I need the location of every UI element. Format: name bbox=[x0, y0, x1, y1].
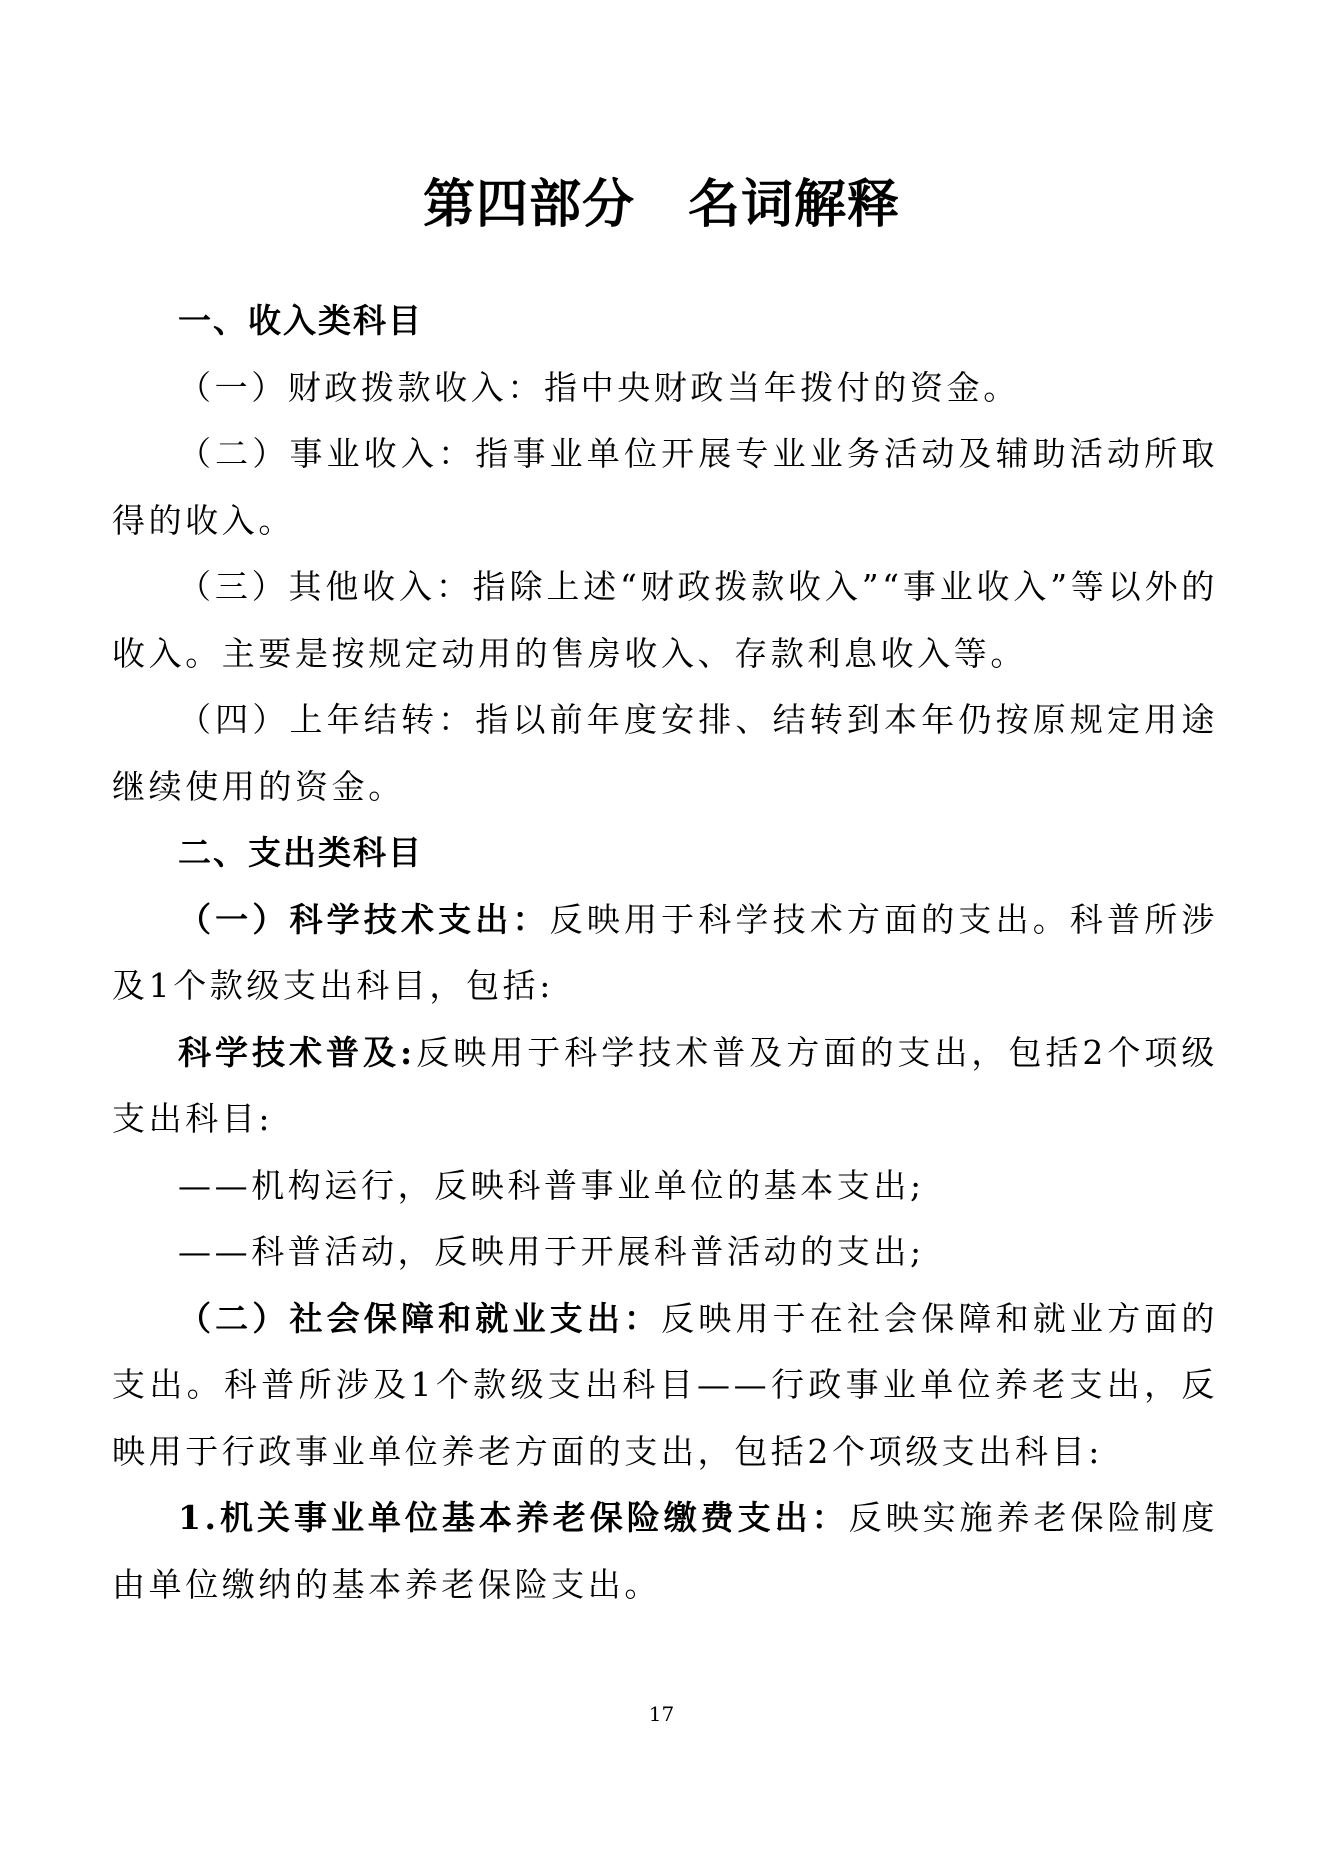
dash-item-2: ——科普活动，反映用于开展科普活动的支出; bbox=[178, 1232, 925, 1271]
pension-term: 1.机关事业单位基本养老保险缴费支出： bbox=[178, 1498, 849, 1537]
income-item-2: （二）事业收入：指事业单位开展专业业务活动及辅助活动所取得的收入。 bbox=[112, 434, 1218, 540]
income-item-1: （一）财政拨款收入：指中央财政当年拨付的资金。 bbox=[178, 367, 1020, 407]
popularization-text: 反映用于科学技术普及方面的支出，包括2个项级支出科目: bbox=[112, 1032, 1218, 1138]
science-expense-paragraph bbox=[112, 887, 1218, 1020]
pension-text: 反映实施养老保险制度由单位缴纳的基本养老保险支出。 bbox=[112, 1498, 1219, 1604]
page-title: 第四部分 名词解释 bbox=[422, 174, 900, 235]
income-item-4: （四）上年结转：指以前年度安排、结转到本年仍按原规定用途继续使用的资金。 bbox=[112, 700, 1218, 806]
page-number: 17 bbox=[648, 1702, 675, 1726]
dash-item-1: ——机构运行，反映科普事业单位的基本支出; bbox=[178, 1165, 925, 1205]
popularization-term: 科学技术普及: bbox=[178, 1032, 416, 1072]
income-item-3: （三）其他收入：指除上述“财政拨款收入”“事业收入”等以外的收入。主要是按规定动用的售房收入、存款利息收入等。 bbox=[112, 567, 1218, 673]
science-expense-term: （一）科学技术支出： bbox=[178, 899, 550, 939]
expense-heading: 二、支出类科目 bbox=[178, 833, 423, 872]
social-security-term: （二）社会保障和就业支出： bbox=[178, 1298, 662, 1338]
document-body bbox=[112, 288, 1218, 1618]
social-security-text: 反映用于在社会保障和就业方面的支出。科普所涉及1个款级支出科目——行政事业单位养老支出，反映用于行政事业单位养老方面的支出，包括2个项级支出科目: bbox=[112, 1298, 1218, 1471]
popularization-paragraph bbox=[112, 1020, 1218, 1153]
income-heading: 一、收入类科目 bbox=[178, 301, 423, 340]
science-expense-text: 反映用于科学技术方面的支出。科普所涉及1个款级支出科目，包括: bbox=[112, 899, 1218, 1005]
pension-paragraph bbox=[112, 1485, 1218, 1618]
social-security-paragraph bbox=[112, 1286, 1218, 1486]
